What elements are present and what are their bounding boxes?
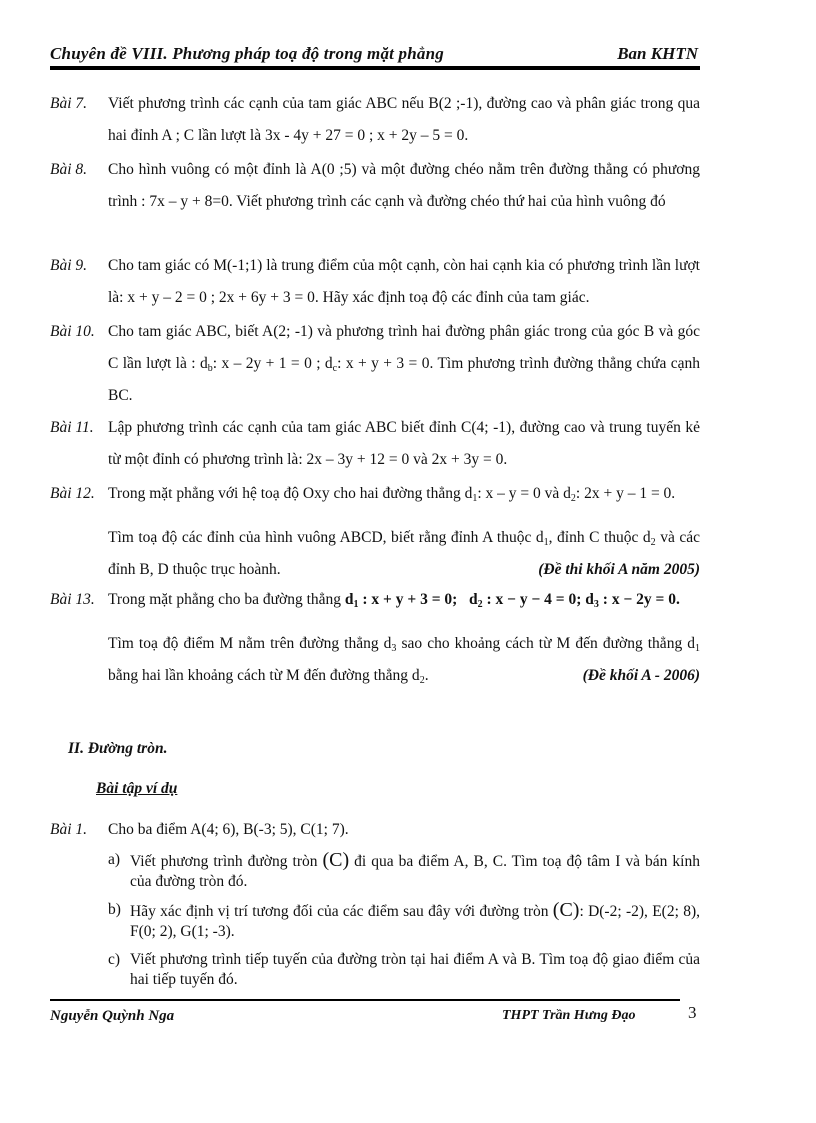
example-problem-1: [50, 814, 700, 998]
problem-12: [50, 478, 700, 586]
list-item: a) Viết phương trình đường tròn (C) đi qua ba điểm A, B, C. Tìm toạ độ tâm I và bán kính của đường tròn đó.: [108, 849, 700, 890]
problem-label: Bài 9.: [50, 257, 88, 274]
problem-text: Trong mặt phẳng cho ba đường thẳng $d_1$ : x + y + 3 = 0; $d_2$ : x − y − 4 = 0; $d_3$ : x − 2y = 0.: [108, 591, 680, 610]
problem-text: Cho tam giác ABC, biết A(2; -1) và phương trình hai đường phân giác trong của góc B và góc C lần lượt là : $d_b$: x – 2y + 1 = 0 ; $d_c$: x + y + 3 = 0. Tìm phương trình đường thẳng chứa cạnh BC.: [108, 323, 700, 404]
problem-8: [50, 154, 700, 218]
footer-rule: [50, 999, 680, 1001]
problem-label: Bài 1.: [50, 821, 88, 838]
header-rule: [50, 66, 700, 70]
problem-text: Viết phương trình các cạnh của tam giác ABC nếu B(2 ;-1), đường cao và phân giác trong qua hai đỉnh A ; C lần lượt là 3x - 4y + 27 = 0 ; x + 2y – 5 = 0.: [108, 95, 700, 144]
problem-label: Bài 7.: [50, 95, 88, 112]
subquestion-list: [108, 850, 700, 990]
page-header: [50, 40, 700, 68]
header-title: Chuyên đề VIII. Phương pháp toạ độ trong mặt phẳng: [50, 44, 444, 63]
problem-label: Bài 10.: [50, 323, 95, 340]
section-subtitle: Bài tập ví dụ: [96, 780, 178, 797]
problem-text: Cho hình vuông có một đỉnh là A(0 ;5) và một đường chéo nằm trên đường thẳng có phương trình : 7x – y + 8=0. Viết phương trình các cạnh và đường chéo thứ hai của hình vuông đó: [108, 161, 700, 210]
exam-reference: (Đề thi khối A năm 2005): [538, 561, 700, 578]
problem-label: Bài 11.: [50, 419, 94, 436]
header-dept: Ban KHTN: [617, 44, 698, 63]
list-item: b) Hãy xác định vị trí tương đối của các điểm sau đây với đường tròn (C): D(-2; -2), E(2; 8), F(0; 2), G(1; -3).: [108, 899, 700, 940]
problem-label: Bài 13.: [50, 591, 95, 608]
problem-13: [50, 584, 700, 692]
section-title: II. Đường tròn.: [68, 740, 168, 757]
problem-11: [50, 412, 700, 476]
problem-text: Cho ba điểm A(4; 6), B(-3; 5), C(1; 7).: [108, 821, 349, 838]
exam-reference: (Đề khối A - 2006): [582, 667, 700, 684]
problem-text: Lập phương trình các cạnh của tam giác ABC biết đỉnh C(4; -1), đường cao và trung tuyến kẻ từ một đỉnh có phương trình là: 2x – 3y + 12 = 0 và 2x + 3y = 0.: [108, 419, 700, 468]
footer-school: THPT Trần Hưng Đạo: [502, 1008, 636, 1023]
problem-text: Tìm toạ độ các đỉnh của hình vuông ABCD, biết rằng đỉnh A thuộc $d_1$, đỉnh C thuộc $d_2$ và các đỉnh B, D thuộc trục hoành. (Đề thi khối A năm 2005): [108, 522, 700, 586]
problem-7: [50, 88, 700, 152]
footer-author: Nguyễn Quỳnh Nga: [50, 1008, 175, 1024]
problem-text: Tìm toạ độ điểm M nằm trên đường thẳng $d_3$ sao cho khoảng cách từ M đến đường thẳng $d_1$ bằng hai lần khoảng cách từ M đến đường thẳng $d_2$. (Đề khối A - 2006): [108, 628, 700, 692]
list-item: c) Viết phương trình tiếp tuyến của đường tròn tại hai điểm A và B. Tìm toạ độ giao điểm của hai tiếp tuyến đó.: [108, 951, 700, 988]
page-number: 3: [688, 1003, 697, 1022]
problem-9: [50, 250, 700, 314]
problem-text: Cho tam giác có M(-1;1) là trung điểm của một cạnh, còn hai cạnh kia có phương trình lần lượt là: x + y – 2 = 0 ; 2x + 6y + 3 = 0. Hãy xác định toạ độ các đỉnh của tam giác.: [108, 257, 700, 306]
problem-text: Trong mặt phẳng với hệ toạ độ Oxy cho hai đường thẳng $d_1$: x – y = 0 và $d_2$: 2x + y – 1 = 0.: [108, 485, 676, 504]
problem-label: Bài 8.: [50, 161, 88, 178]
problem-label: Bài 12.: [50, 485, 95, 502]
problem-10: [50, 316, 700, 412]
